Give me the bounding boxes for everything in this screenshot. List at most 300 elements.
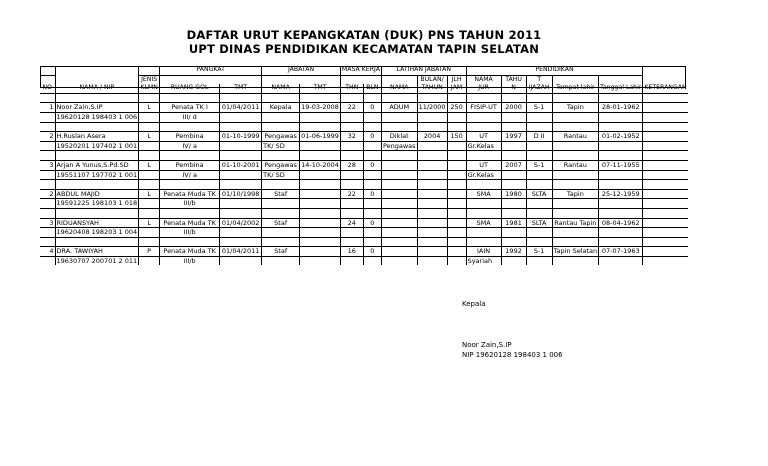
- table-cell: [526, 256, 552, 265]
- cell-lat-jam: [447, 189, 466, 199]
- table-cell: [552, 122, 599, 132]
- cell-thn: 24: [340, 218, 363, 228]
- cell-no: 3: [40, 160, 55, 170]
- table-cell: [526, 93, 552, 103]
- cell-lat-nama-2: [381, 256, 417, 265]
- table-cell: [262, 237, 300, 247]
- table-cell: [40, 180, 55, 190]
- header-bulan-tahun-1: BULAN/: [417, 75, 447, 84]
- table-cell: [340, 180, 363, 190]
- table-cell: [139, 122, 160, 132]
- table-cell: [55, 122, 139, 132]
- cell-bln: 0: [363, 189, 381, 199]
- cell-jabatan: Pengawas: [262, 132, 300, 142]
- cell-pend-tahun: 2000: [501, 103, 526, 113]
- table-cell: [501, 180, 526, 190]
- table-cell: [447, 151, 466, 161]
- table-cell: [447, 228, 466, 238]
- table-cell: [220, 170, 262, 180]
- document-subtitle: UPT DINAS PENDIDIKAN KECAMATAN TAPIN SELATAN: [188, 42, 540, 56]
- header-jabatan: JABATAN: [262, 66, 341, 75]
- table-cell: [526, 170, 552, 180]
- table-cell: [466, 93, 501, 103]
- cell-thn: 32: [340, 132, 363, 142]
- table-cell: [643, 199, 688, 209]
- table-cell: [417, 256, 447, 265]
- header-row-2: [40, 75, 688, 84]
- table-cell: [417, 170, 447, 180]
- table-cell: [552, 199, 599, 209]
- table-cell: [139, 208, 160, 218]
- header-no: NO: [42, 84, 52, 92]
- table-cell: [526, 151, 552, 161]
- cell-tanggal-lahir: 25-12-1959: [599, 189, 643, 199]
- cell-gol: IV/ a: [160, 141, 220, 151]
- cell-lat-jam: [447, 218, 466, 228]
- table-cell: [40, 151, 55, 161]
- cell-no: 3: [40, 218, 55, 228]
- cell-pangkat-tmt: 01-10-1999: [220, 132, 262, 142]
- cell-tempat-lahir: Tapin: [552, 103, 599, 113]
- table-cell: [417, 180, 447, 190]
- table-cell: [55, 208, 139, 218]
- header-ijazah-1: T: [526, 75, 552, 84]
- spacer-row: [40, 151, 688, 161]
- cell-no: 1: [40, 103, 55, 113]
- table-cell: [300, 93, 341, 103]
- cell-pend-tahun: 1980: [501, 189, 526, 199]
- cell-bln: 0: [363, 247, 381, 257]
- table-cell: [363, 170, 381, 180]
- table-cell: [501, 112, 526, 122]
- record-row: [40, 189, 688, 199]
- header-thn: THN: [340, 84, 363, 93]
- table-cell: [447, 112, 466, 122]
- cell-lat-nama-2: [381, 112, 417, 122]
- table-cell: [643, 112, 688, 122]
- cell-pend-nama-2: Gr.Kelas: [466, 141, 501, 151]
- cell-pend-nama: FISIP-UT: [466, 103, 501, 113]
- document-title: DAFTAR URUT KEPANGKATAN (DUK) PNS TAHUN 2011: [186, 28, 542, 42]
- cell-bln: 0: [363, 132, 381, 142]
- record-row-detail: [40, 256, 688, 265]
- table-cell: [552, 170, 599, 180]
- cell-thn: 28: [340, 160, 363, 170]
- header-ruang-gol: RUANG GOL: [160, 84, 220, 93]
- table-cell: [363, 112, 381, 122]
- table-cell: [466, 208, 501, 218]
- cell-lat-nama: Diklat: [381, 132, 417, 142]
- header-tanggal-lahir: Tanggal Lahir: [599, 84, 643, 93]
- cell-pend-nama: IAIN: [466, 247, 501, 257]
- cell-pend-nama-2: [466, 228, 501, 238]
- cell-jk: P: [139, 247, 160, 257]
- signature-role: Kepala: [462, 300, 486, 308]
- cell-tanggal-lahir: 08-04-1962: [599, 218, 643, 228]
- table-cell: [220, 237, 262, 247]
- table-cell: [417, 93, 447, 103]
- cell-nama: DRA. TAWIYAH: [55, 247, 139, 257]
- table-cell: [139, 141, 160, 151]
- record-row-detail: [40, 141, 688, 151]
- table-cell: [526, 199, 552, 209]
- cell-jabatan: Staf: [262, 247, 300, 257]
- cell-jabatan-tmt: [300, 247, 341, 257]
- table-cell: [501, 228, 526, 238]
- spacer-row: [40, 122, 688, 132]
- table-cell: [599, 93, 643, 103]
- header-jlh-jam-1: JLH: [447, 75, 466, 84]
- table-cell: [501, 256, 526, 265]
- header-pangkat: PANGKAT: [160, 66, 262, 75]
- spacer-row: [40, 180, 688, 190]
- table-cell: [526, 112, 552, 122]
- table-cell: [466, 122, 501, 132]
- table-cell: [501, 208, 526, 218]
- table-cell: [220, 112, 262, 122]
- table-cell: [501, 151, 526, 161]
- header-bulan-tahun-2: TAHUN: [417, 84, 447, 93]
- table-cell: [340, 208, 363, 218]
- cell-lat-nama-2: Pengawas: [382, 141, 416, 150]
- table-cell: [643, 180, 688, 190]
- table-cell: [552, 228, 599, 238]
- cell-jabatan-2: [262, 256, 300, 265]
- table-cell: [300, 141, 341, 151]
- table-cell: [643, 256, 688, 265]
- cell-jabatan-2: TK/ SD: [262, 141, 300, 151]
- table-cell: [340, 122, 363, 132]
- cell-lat-nama: [381, 218, 417, 228]
- table-cell: [340, 112, 363, 122]
- table-cell: [300, 112, 341, 122]
- header-tempat-lahir: Tempat lahir: [552, 84, 599, 93]
- cell-nama: Arjan A Yunus,S.Pd.SD: [55, 160, 139, 170]
- cell-ijazah: SLTA: [526, 218, 552, 228]
- record-row: [40, 103, 688, 113]
- header-pendidikan: PENDIDIKAN: [466, 66, 643, 75]
- header-latihan-jabatan: LATIHAN JABATAN: [381, 66, 466, 75]
- cell-lat-bulan: [417, 247, 447, 257]
- cell-pangkat: Pembina: [160, 160, 220, 170]
- cell-pangkat-tmt: 01/04/2011: [220, 103, 262, 113]
- table-cell: [643, 228, 688, 238]
- table-cell: [447, 208, 466, 218]
- table-cell: [55, 93, 139, 103]
- cell-pend-tahun: 1992: [501, 247, 526, 257]
- table-cell: [300, 151, 341, 161]
- table-cell: [552, 237, 599, 247]
- table-cell: [40, 141, 55, 151]
- table-cell: [599, 208, 643, 218]
- spacer-row: [40, 208, 688, 218]
- cell-pend-nama-2: [466, 199, 501, 209]
- table-cell: [552, 151, 599, 161]
- table-cell: [300, 256, 341, 265]
- spacer-row: [40, 237, 688, 247]
- cell-jk: L: [139, 189, 160, 199]
- signature-name: Noor Zain,S.IP: [462, 341, 512, 349]
- cell-gol: III/b: [160, 228, 220, 238]
- cell-pend-tahun: 1997: [501, 132, 526, 142]
- cell-pend-nama: UT: [466, 132, 501, 142]
- cell-pend-nama: SMA: [466, 218, 501, 228]
- cell-pangkat-tmt: 01/10/1998: [220, 189, 262, 199]
- cell-keterangan: [643, 247, 688, 257]
- table-cell: [447, 141, 466, 151]
- header-jlh-jam-2: JAM: [447, 84, 466, 93]
- cell-lat-jam: 250: [447, 103, 466, 113]
- table-cell: [40, 112, 55, 122]
- table-cell: [526, 237, 552, 247]
- cell-jabatan: Staf: [262, 218, 300, 228]
- cell-keterangan: [643, 218, 688, 228]
- cell-lat-nama: [381, 160, 417, 170]
- table-cell: [552, 93, 599, 103]
- cell-ijazah: SLTA: [526, 189, 552, 199]
- cell-nip: 19591225 198103 1 018: [56, 199, 138, 208]
- table-cell: [340, 151, 363, 161]
- cell-jabatan-2: [262, 112, 300, 122]
- table-cell: [300, 170, 341, 180]
- cell-nip: 19620408 198203 1 004: [56, 228, 138, 237]
- table-cell: [160, 151, 220, 161]
- cell-gol: III/b: [160, 256, 220, 265]
- signature-nip: NIP 19620128 198403 1 006: [462, 351, 563, 359]
- cell-pend-tahun: 2007: [501, 160, 526, 170]
- header-keterangan: KETERANGAN: [643, 84, 688, 93]
- table-cell: [552, 141, 599, 151]
- cell-tanggal-lahir: 07-11-1955: [599, 160, 643, 170]
- table-cell: [417, 112, 447, 122]
- table-cell: [381, 180, 417, 190]
- cell-nip: 19551107 197702 1 001: [56, 170, 138, 179]
- cell-pangkat: Penata Muda TK: [160, 189, 220, 199]
- table-cell: [55, 237, 139, 247]
- record-row: [40, 247, 688, 257]
- table-cell: [599, 151, 643, 161]
- table-cell: [643, 122, 688, 132]
- table-cell: [501, 199, 526, 209]
- table-cell: [417, 208, 447, 218]
- table-cell: [599, 141, 643, 151]
- cell-jabatan-tmt: 01-06-1999: [301, 132, 339, 141]
- table-cell: [417, 151, 447, 161]
- table-cell: [363, 208, 381, 218]
- record-row-detail: [40, 228, 688, 238]
- table-cell: [599, 170, 643, 180]
- table-cell: [40, 93, 55, 103]
- cell-pangkat-tmt: 01/04/2002: [220, 218, 262, 228]
- table-cell: [447, 237, 466, 247]
- table-cell: [552, 256, 599, 265]
- table-cell: [160, 208, 220, 218]
- table-cell: [363, 151, 381, 161]
- cell-gol: IV/ a: [160, 170, 220, 180]
- table-cell: [363, 228, 381, 238]
- header-jabatan-nama: NAMA: [262, 84, 300, 93]
- table-cell: [447, 122, 466, 132]
- cell-no: 2: [40, 132, 55, 142]
- table-cell: [220, 208, 262, 218]
- table-cell: [643, 151, 688, 161]
- table-cell: [466, 151, 501, 161]
- header-latihan-nama: NAMA: [381, 84, 417, 93]
- cell-nip: 19630707 200701 2 011: [56, 256, 138, 265]
- table-cell: [139, 151, 160, 161]
- table-cell: [552, 112, 599, 122]
- cell-nama: RIDUANSYAH: [55, 218, 139, 228]
- table-cell: [139, 237, 160, 247]
- cell-gol: III/ d: [160, 112, 220, 122]
- table-cell: [40, 170, 55, 180]
- cell-no: 2: [40, 189, 55, 199]
- table-cell: [220, 180, 262, 190]
- table-cell: [340, 170, 363, 180]
- cell-pangkat-tmt: 01-10-2001: [220, 160, 262, 170]
- cell-jk: L: [139, 132, 160, 142]
- table-cell: [599, 228, 643, 238]
- record-row: [40, 218, 688, 228]
- table-cell: [262, 122, 300, 132]
- cell-ijazah: S-1: [526, 247, 552, 257]
- table-cell: [300, 180, 341, 190]
- table-cell: [340, 256, 363, 265]
- table-cell: [220, 122, 262, 132]
- cell-pangkat: Penata Muda TK: [160, 218, 220, 228]
- cell-gol: III/b: [160, 199, 220, 209]
- cell-bln: 0: [363, 218, 381, 228]
- cell-jabatan-tmt: 19-03-2008: [301, 103, 339, 112]
- cell-jk: L: [139, 160, 160, 170]
- cell-nama: H.Ruslan Asera: [55, 132, 139, 142]
- table-cell: [363, 237, 381, 247]
- record-row: [40, 132, 688, 142]
- cell-pangkat: Penata TK I: [160, 103, 220, 113]
- table-cell: [363, 141, 381, 151]
- table-cell: [262, 93, 300, 103]
- cell-lat-bulan: [417, 218, 447, 228]
- cell-lat-bulan: [417, 160, 447, 170]
- cell-tempat-lahir: Tapin: [552, 189, 599, 199]
- table-cell: [139, 170, 160, 180]
- cell-bln: 0: [363, 103, 381, 113]
- table-cell: [139, 199, 160, 209]
- cell-lat-nama: [381, 189, 417, 199]
- header-row-3: [40, 84, 688, 93]
- cell-pend-nama: UT: [466, 160, 501, 170]
- header-row-1: [40, 66, 688, 75]
- table-cell: [501, 93, 526, 103]
- cell-thn: 16: [340, 247, 363, 257]
- table-cell: [466, 180, 501, 190]
- table-cell: [363, 199, 381, 209]
- table-cell: [262, 151, 300, 161]
- table-cell: [599, 112, 643, 122]
- table-cell: [381, 208, 417, 218]
- table-cell: [501, 122, 526, 132]
- table-cell: [526, 180, 552, 190]
- cell-lat-nama: [381, 247, 417, 257]
- table-cell: [40, 237, 55, 247]
- table-cell: [262, 208, 300, 218]
- table-cell: [160, 122, 220, 132]
- table-cell: [363, 93, 381, 103]
- cell-lat-bulan: 2004: [417, 132, 447, 142]
- table-cell: [300, 228, 341, 238]
- table-cell: [160, 237, 220, 247]
- table-cell: [526, 122, 552, 132]
- table-cell: [40, 122, 55, 132]
- table-cell: [526, 141, 552, 151]
- cell-ijazah: D II: [526, 132, 552, 142]
- cell-pend-nama: SMA: [466, 189, 501, 199]
- table-cell: [340, 237, 363, 247]
- table-cell: [55, 180, 139, 190]
- cell-lat-bulan: [417, 189, 447, 199]
- cell-jk: L: [139, 103, 160, 113]
- table-cell: [139, 112, 160, 122]
- table-cell: [381, 237, 417, 247]
- table-cell: [643, 93, 688, 103]
- table-cell: [340, 199, 363, 209]
- table-cell: [447, 256, 466, 265]
- cell-nip: 19620128 198403 1 006: [56, 112, 138, 121]
- table-cell: [139, 256, 160, 265]
- table-cell: [340, 93, 363, 103]
- header-pangkat-tmt: TMT: [220, 84, 262, 93]
- duk-table: [40, 66, 688, 265]
- table-cell: [381, 151, 417, 161]
- table-cell: [300, 237, 341, 247]
- cell-ijazah: S-1: [526, 160, 552, 170]
- table-cell: [599, 199, 643, 209]
- table-cell: [160, 93, 220, 103]
- table-cell: [599, 122, 643, 132]
- cell-pangkat: Penata Muda TK: [160, 247, 220, 257]
- table-cell: [417, 199, 447, 209]
- cell-lat-jam: [447, 160, 466, 170]
- table-cell: [501, 141, 526, 151]
- cell-tanggal-lahir: 01-02-1952: [599, 132, 643, 142]
- record-row-detail: [40, 112, 688, 122]
- table-cell: [643, 208, 688, 218]
- header-nama-jur-2: JUR: [466, 84, 501, 93]
- cell-tanggal-lahir: 07-07-1963: [599, 247, 643, 257]
- table-cell: [300, 199, 341, 209]
- cell-keterangan: [643, 103, 688, 113]
- header-tahun-1: TAHU: [501, 75, 526, 84]
- table-cell: [643, 170, 688, 180]
- table-cell: [417, 228, 447, 238]
- cell-lat-nama-2: [381, 199, 417, 209]
- cell-nama: Noor Zain,S.IP: [55, 103, 139, 113]
- table-cell: [526, 228, 552, 238]
- cell-lat-bulan: 11/2000: [418, 103, 446, 112]
- cell-lat-nama: ADUM: [381, 103, 417, 113]
- cell-jabatan-2: [262, 228, 300, 238]
- header-masa-kerja: MASA KERJA: [340, 66, 381, 75]
- header-jabatan-tmt: TMT: [300, 84, 341, 93]
- table-cell: [363, 256, 381, 265]
- cell-ijazah: S-1: [526, 103, 552, 113]
- cell-pend-tahun: 1981: [501, 218, 526, 228]
- table-cell: [139, 93, 160, 103]
- header-nama-jur-1: NAMA: [466, 75, 501, 84]
- cell-jabatan-tmt: 14-10-2004: [301, 160, 339, 169]
- cell-pend-nama-2: Syariah: [466, 256, 501, 265]
- table-cell: [447, 199, 466, 209]
